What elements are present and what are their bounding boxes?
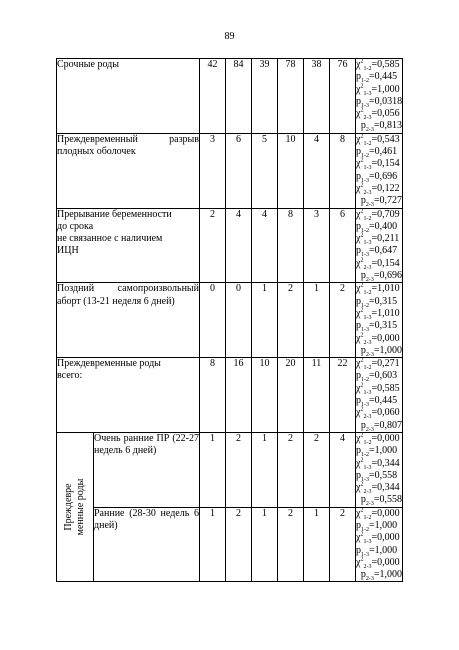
p-value-line: $p_{2-3}=1,000$ [360,569,402,583]
chi-square-line: $\chi^2_{1-3}=0,000$ [356,531,400,546]
row-label-cell [57,208,200,283]
p-value-line: $p_{1-2}=0,445$ [356,71,398,85]
stats-cell [356,208,403,283]
value-cell: 4 [226,208,252,283]
stat-symbol: $\chi^2$ [356,158,364,170]
value-cell: 2 [278,283,304,358]
chi-square-line: $\chi^2_{1-3}=1,000$ [356,83,400,97]
value-cell: 1 [304,507,330,582]
chi-square-line: $\chi^2_{1-2}=0,000$ [356,507,400,521]
stat-symbol: p [360,195,366,207]
page-number: 89 [224,31,235,42]
value-cell: 76 [330,59,356,134]
table-row [57,208,403,283]
stat-symbol: $\chi^2$ [356,283,364,295]
stat-symbol: $\chi^2$ [356,481,364,494]
chi-square-line: $\chi^2_{1-3}=0,585$ [356,382,400,396]
stat-symbol: $\chi^2$ [356,58,364,70]
chi-square-line: $\chi^2_{1-3}=0,154$ [356,158,400,172]
stat-symbol: p [360,419,366,431]
chi-square-line: $\chi^2_{1-2}=0,271$ [356,357,400,372]
stat-symbol: p [356,445,361,457]
table-row [57,432,403,507]
chi-square-line: $\chi^2_{2-3}=0,056$ [356,107,400,122]
stat-symbol: $\chi^2$ [356,507,364,519]
p-value-line: $p_{1-3}=1,000$ [356,544,398,558]
value-cell: 8 [278,208,304,283]
stat-symbol: $\chi^2$ [356,232,364,245]
group-label [63,479,87,536]
value-cell: 6 [330,208,356,283]
stat-symbol: $\chi^2$ [356,107,364,120]
row-label-cell [57,358,200,433]
value-cell: 3 [200,133,226,208]
value-cell: 2 [304,432,330,507]
p-value-line: $p_{2-3}=0,696$ [360,270,402,284]
stat-symbol: p [356,245,361,257]
chi-square-line: $\chi^2_{1-2}=0,585$ [356,58,400,72]
value-cell: 0 [200,283,226,358]
stat-symbol: p [360,120,366,132]
chi-square-line: $\chi^2_{1-3}=1,010$ [356,307,400,321]
value-cell: 2 [226,432,252,507]
p-value-line: $p_{1-2}=0,315$ [356,295,398,309]
row-label-line: Преждевременные роды [57,358,161,370]
chi-square-line: $\chi^2_{2-3}=0,000$ [356,556,400,570]
subrow-label-cell [94,507,200,582]
p-value-line: $p_{1-3}=0,315$ [356,320,398,334]
group-label-line: Преждевре [63,483,74,531]
row-label-line: всего: [57,370,83,382]
value-cell: 39 [252,59,278,134]
value-cell: 16 [226,358,252,433]
stat-symbol: p [356,220,361,232]
stat-symbol: $\chi^2$ [356,531,364,544]
value-cell: 8 [330,133,356,208]
chi-square-line: $\chi^2_{1-2}=1,010$ [356,283,400,297]
row-label-cell [57,59,200,134]
value-cell: 6 [226,133,252,208]
stat-symbol: p [356,469,361,481]
value-cell: 11 [304,358,330,433]
chi-square-line: $\chi^2_{2-3}=0,000$ [356,332,400,346]
p-value-line: $p_{1-2}=0,400$ [356,220,398,234]
p-value-line: $p_{1-3}=0,0318$ [356,95,403,109]
row-label: Ранние (28-30 недель 6 дней) [94,507,199,531]
value-cell: 2 [226,507,252,582]
value-cell: 10 [252,358,278,433]
chi-square-line: $\chi^2_{1-2}=0,709$ [356,208,400,222]
p-value-line: $p_{2-3}=1,000$ [360,344,402,358]
value-cell: 22 [330,358,356,433]
table-row [57,59,403,134]
stat-symbol: p [356,370,361,382]
stat-symbol: p [360,344,366,356]
p-value-line: $p_{2-3}=0,727$ [360,195,402,209]
stats-cell [356,133,403,208]
stat-symbol: $\chi^2$ [356,332,364,344]
value-cell: 1 [304,283,330,358]
stat-symbol: $\chi^2$ [356,133,364,145]
row-label-line: до срока [57,220,94,232]
value-cell: 1 [252,283,278,358]
p-value-line: $p_{1-3}=0,696$ [356,170,398,184]
table-row [57,283,403,358]
p-value-line: $p_{2-3}=0,807$ [360,419,402,433]
stat-symbol: p [356,146,361,158]
row-label: Очень ранние ПР (22-27 недель 6 дней) [94,432,199,457]
row-label-line: не связанное с наличием [57,233,163,245]
row-label: Поздний самопроизвольный аборт (13-21 неделя 6 дней) [57,283,199,307]
stat-symbol: $\chi^2$ [356,257,364,269]
table-row [57,133,403,208]
stat-symbol: $\chi^2$ [356,357,364,370]
value-cell: 4 [330,432,356,507]
table-row [57,358,403,433]
chi-square-line: $\chi^2_{1-3}=0,211$ [356,232,400,247]
stat-symbol: $\chi^2$ [356,556,364,568]
p-value-line: $p_{2-3}=0,558$ [360,494,402,508]
stat-symbol: $\chi^2$ [356,457,364,469]
stat-symbol: p [356,395,361,407]
table-row [57,507,403,582]
stats-cell [356,507,403,582]
stat-symbol: $\chi^2$ [356,83,364,95]
value-cell: 1 [252,432,278,507]
stats-cell [356,283,403,358]
stat-symbol: p [356,95,361,107]
value-cell: 3 [304,208,330,283]
p-value-line: $p_{1-3}=0,647$ [356,245,398,259]
stat-symbol: p [356,295,361,307]
stat-symbol: p [356,544,361,556]
row-label-line: Прерывание беременности [57,208,172,220]
chi-square-line: $\chi^2_{2-3}=0,060$ [356,406,400,421]
value-cell: 2 [330,507,356,582]
stats-cell [356,432,403,507]
value-cell: 5 [252,133,278,208]
chi-square-line: $\chi^2_{1-3}=0,344$ [356,457,400,471]
row-label-cell [57,283,200,358]
p-value-line: $p_{1-3}=0,445$ [356,395,398,409]
value-cell: 42 [200,59,226,134]
stats-cell [356,59,403,134]
stat-symbol: p [356,170,361,182]
value-cell: 2 [200,208,226,283]
value-cell: 10 [278,133,304,208]
stat-symbol: p [356,71,361,83]
value-cell: 4 [252,208,278,283]
value-cell: 2 [278,507,304,582]
stat-symbol: $\chi^2$ [356,406,364,419]
group-label-cell [57,432,94,582]
value-cell: 1 [252,507,278,582]
value-cell: 38 [304,59,330,134]
stat-symbol: p [356,320,361,332]
p-value-line: $p_{2-3}=0,813$ [360,120,402,134]
value-cell: 2 [330,283,356,358]
value-cell: 4 [304,133,330,208]
value-cell: 78 [278,59,304,134]
chi-square-line: $\chi^2_{2-3}=0,122$ [356,182,400,196]
stat-symbol: p [360,569,366,581]
row-label-cell [57,133,200,208]
p-value-line: $p_{1-2}=1,000$ [356,519,398,533]
statistics-table [56,58,403,582]
value-cell: 20 [278,358,304,433]
stat-symbol: $\chi^2$ [356,382,364,394]
stats-cell [356,358,403,433]
group-label-line: менные роды [75,478,86,536]
p-value-line: $p_{1-3}=0,558$ [356,469,398,483]
row-label-line: ИЦН [57,245,79,257]
chi-square-line: $\chi^2_{1-2}=0,000$ [356,432,400,446]
stat-symbol: $\chi^2$ [356,208,364,220]
row-label: Срочные роды [57,59,119,70]
value-cell: 0 [226,283,252,358]
chi-square-line: $\chi^2_{2-3}=0,344$ [356,481,400,496]
p-value-line: $p_{1-2}=0,461$ [356,146,398,160]
stat-symbol: $\chi^2$ [356,182,364,194]
value-cell: 8 [200,358,226,433]
value-cell: 2 [278,432,304,507]
p-value-line: $p_{1-2}=0,603$ [356,370,398,384]
chi-square-line: $\chi^2_{1-2}=0,543$ [356,133,400,147]
value-cell: 1 [200,507,226,582]
chi-square-line: $\chi^2_{2-3}=0,154$ [356,257,400,271]
stat-symbol: $\chi^2$ [356,432,364,444]
p-value-line: $p_{1-2}=1,000$ [356,445,398,459]
subrow-label-cell [94,432,200,507]
value-cell: 1 [200,432,226,507]
stat-symbol: p [356,519,361,531]
stat-symbol: p [360,494,366,506]
stat-symbol: $\chi^2$ [356,307,364,319]
stat-symbol: p [360,270,366,282]
value-cell: 84 [226,59,252,134]
row-label: Преждевременный разрыв плодных оболочек [57,133,199,158]
